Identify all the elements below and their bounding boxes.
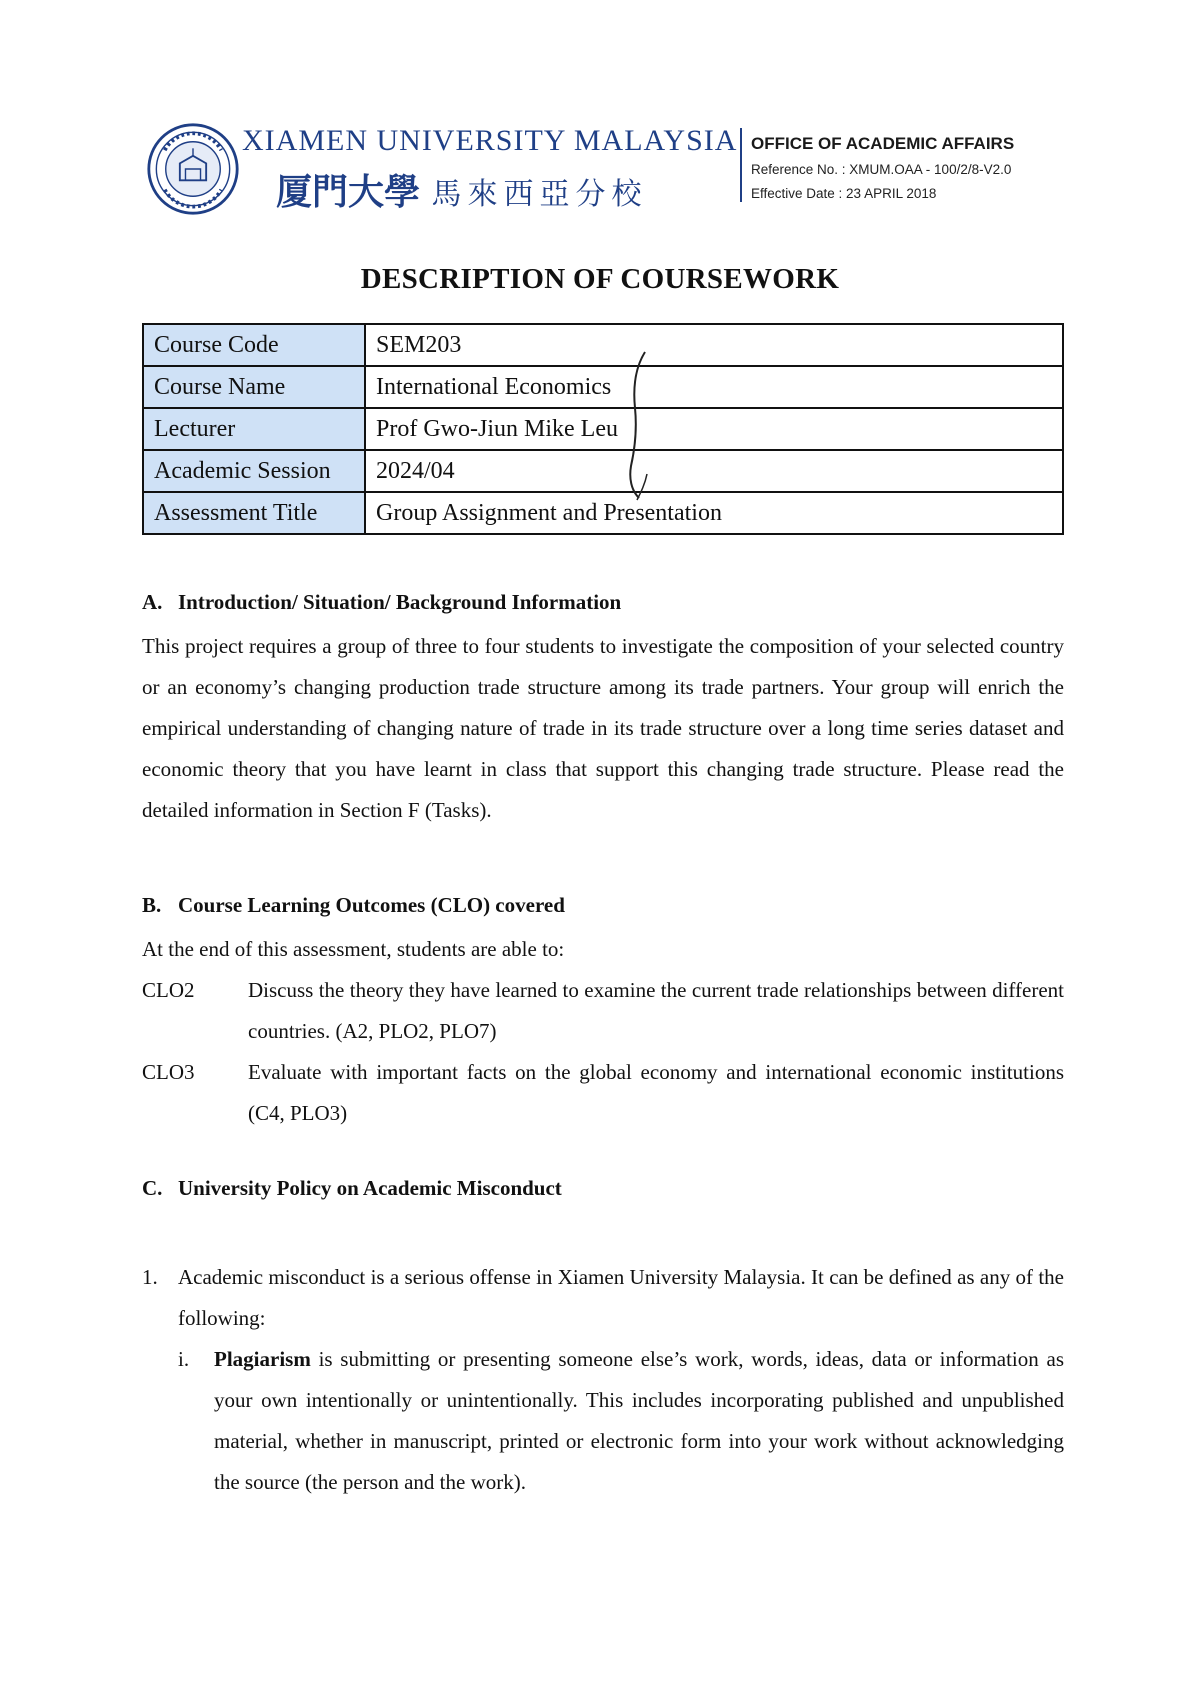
list-number: 1. [142, 1265, 158, 1289]
table-row [143, 408, 1063, 450]
section-a-letter: A. [142, 590, 163, 614]
effective-date: Effective Date : 23 APRIL 2018 [751, 186, 937, 201]
list-item-text [214, 1339, 1064, 1503]
course-code-label: Course Code [143, 324, 365, 366]
course-code-value: SEM203 [365, 324, 1063, 366]
table-row [143, 366, 1063, 408]
section-b-intro: At the end of this assessment, students are able to: [142, 937, 565, 961]
lecturer-label: Lecturer [143, 408, 365, 450]
clo-description: Evaluate with important facts on the global economy and international economic institutions (C4, PLO3) [248, 1060, 1064, 1125]
section-b-title: Course Learning Outcomes (CLO) covered [178, 893, 565, 917]
university-name-english: XIAMEN UNIVERSITY MALAYSIA [242, 124, 738, 157]
section-b-heading [142, 893, 565, 918]
university-name-chinese-branch: 馬來西亞分校 [431, 177, 648, 212]
clo-description: Discuss the theory they have learned to examine the current trade relationships between different countries. (A2, PLO2, PLO7) [248, 978, 1064, 1043]
lecturer-value: Prof Gwo-Jiun Mike Leu [365, 408, 1063, 450]
plagiarism-definition: is submitting or presenting someone else’s work, words, ideas, data or information as your own intentionally or unintentionally. This includes incorporating published and unpublished material, whether in manuscript, printed or electronic form into your work without acknowledging the source (the person and the work). [214, 1347, 1064, 1494]
assessment-title-value: Group Assignment and Presentation [365, 492, 1063, 534]
assessment-title-label: Assessment Title [143, 492, 365, 534]
office-title: OFFICE OF ACADEMIC AFFAIRS [751, 134, 1015, 153]
header-divider [740, 128, 742, 202]
clo-item [142, 1052, 1064, 1134]
course-name-label: Course Name [143, 366, 365, 408]
section-a-title: Introduction/ Situation/ Background Information [178, 590, 622, 614]
list-item [142, 1257, 1064, 1339]
reference-number: Reference No. : XMUM.OAA - 100/2/8-V2.0 [751, 162, 1012, 177]
section-a-body: This project requires a group of three to four students to investigate the composition of your selected country or an economy’s changing production trade structure among its trade partners. Your group will enrich the empirical understanding of changing nature of trade in its trade structure over a long time series dataset and economic theory that you have learnt in class that support this changing trade structure. Please read the detailed information in Section F (Tasks). [142, 634, 1064, 822]
plagiarism-term: Plagiarism [214, 1347, 311, 1371]
section-b-letter: B. [142, 893, 162, 917]
list-item-text: Academic misconduct is a serious offense in Xiamen University Malaysia. It can be defined as any of the following: [178, 1265, 1064, 1330]
table-row [143, 324, 1063, 366]
clo-code: CLO3 [142, 1060, 195, 1084]
list-item [178, 1339, 1064, 1503]
letterhead [146, 120, 1066, 220]
section-c-heading [142, 1176, 562, 1201]
section-a-heading [142, 590, 621, 615]
course-name-value: International Economics [365, 366, 1063, 408]
section-c-letter: C. [142, 1176, 163, 1200]
course-info-table [142, 323, 1064, 535]
list-number: i. [178, 1347, 190, 1371]
section-c-title: University Policy on Academic Misconduct [178, 1176, 562, 1200]
academic-session-label: Academic Session [143, 450, 365, 492]
table-row [143, 450, 1063, 492]
table-row [143, 492, 1063, 534]
university-seal-icon [146, 122, 240, 216]
clo-item [142, 970, 1064, 1052]
document-title: DESCRIPTION OF COURSEWORK [360, 263, 840, 295]
university-name-chinese [276, 164, 647, 215]
university-name-chinese-main: 厦門大學 [276, 172, 421, 213]
academic-session-value: 2024/04 [365, 450, 1063, 492]
clo-code: CLO2 [142, 978, 195, 1002]
